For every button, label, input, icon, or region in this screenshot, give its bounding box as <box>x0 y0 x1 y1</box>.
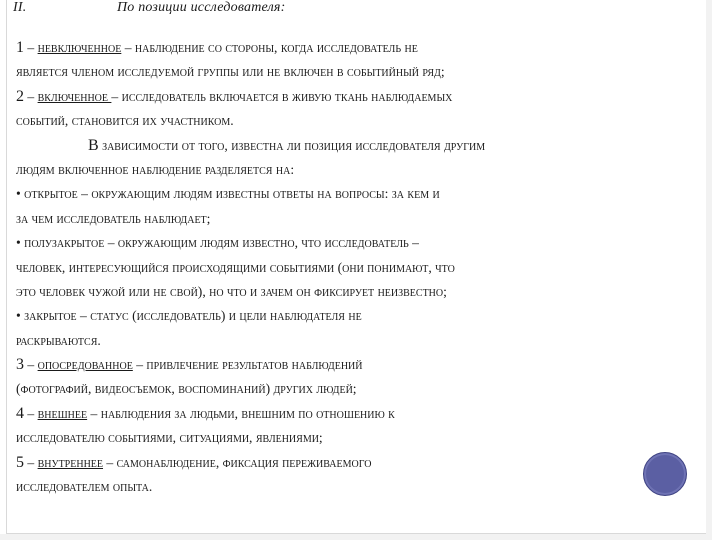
bullet-line: • открытое – окружающим людям известны ответы на вопросы: за кем и <box>16 186 440 202</box>
item-number: 3 <box>16 356 24 374</box>
text-line <box>16 36 716 60</box>
text-line: людям включенное наблюдение разделяется на: <box>16 161 295 177</box>
initial-letter: В <box>88 136 99 154</box>
term: внутреннее <box>37 454 104 470</box>
text-line <box>16 353 716 377</box>
definition: – привлечение результатов наблюдений <box>132 357 363 373</box>
item-number: 2 <box>16 87 24 105</box>
slide-content <box>16 36 716 499</box>
text-line: является членом исследуемой группы или не включен в событийный ряд; <box>16 64 445 80</box>
dash: – <box>24 357 38 373</box>
text-line: событий, становится их участником. <box>16 113 234 129</box>
item-number: 1 <box>16 39 24 56</box>
term: включенное <box>37 88 112 104</box>
circle-decoration-icon <box>643 452 687 496</box>
section-heading <box>13 0 613 18</box>
term: внешнее <box>37 405 88 421</box>
text-line: это человек чужой или не свой), но что и зачем он фиксирует неизвестно; <box>16 283 447 299</box>
paragraph-text: зависимости от того, известна ли позиция исследователя другим <box>98 137 486 153</box>
text-line: (фотографий, видеосъемок, воспоминаний) других людей; <box>16 381 357 397</box>
text-line: исследователем опыта. <box>16 479 153 495</box>
text-line: за чем исследователь наблюдает; <box>16 210 211 226</box>
bullet-line: • полузакрытое – окружающим людям известно, что исследователь – <box>16 235 419 251</box>
term: невключенное <box>37 40 122 55</box>
bullet-line: • закрытое – статус (исследователь) и цели наблюдателя не <box>16 308 362 324</box>
section-number: II. <box>13 0 27 15</box>
text-line <box>16 134 716 158</box>
text-line: человек, интересующийся происходящими событиями (они понимают, что <box>16 259 455 275</box>
text-line <box>16 451 716 475</box>
dash: – <box>24 40 38 55</box>
text-line: раскрываются. <box>16 332 101 348</box>
text-line <box>16 402 716 426</box>
term: опосредованное <box>37 357 133 373</box>
text-line: исследователю событиями, ситуациями, явлениями; <box>16 430 323 446</box>
item-number: 4 <box>16 404 24 422</box>
item-number: 5 <box>16 453 24 471</box>
dash: – <box>24 88 38 104</box>
definition: – наблюдения за людьми, внешним по отношению к <box>87 405 395 421</box>
dash: – <box>24 454 38 470</box>
definition: – наблюдение со стороны, когда исследователь не <box>121 40 418 55</box>
definition: – самонаблюдение, фиксация переживаемого <box>103 454 372 470</box>
text-line <box>16 85 716 109</box>
section-title: По позиции исследователя: <box>117 0 286 15</box>
dash: – <box>24 405 38 421</box>
definition: – исследователь включается в живую ткань наблюдаемых <box>111 88 453 104</box>
